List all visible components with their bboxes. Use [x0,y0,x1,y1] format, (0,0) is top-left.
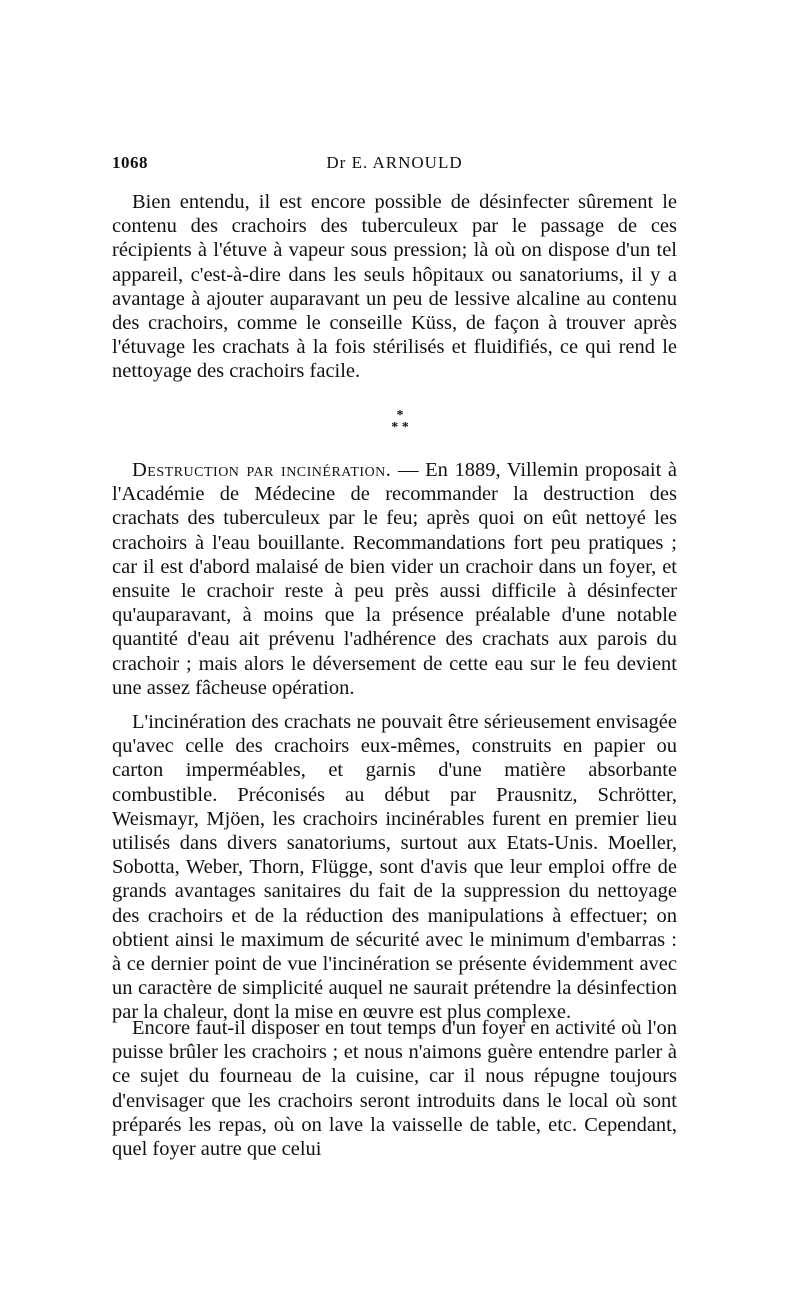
paragraph-foyer [112,1016,677,1161]
paragraph-incineration-intro [112,458,677,700]
asterism-top: * [396,408,404,423]
section-asterism [370,410,430,450]
paragraph-text [112,458,677,700]
page-header [112,153,677,181]
paragraph-text: Encore faut-il disposer en tout temps d'un foyer en activité où l'on puisse brûler les crachoirs ; et nous n'aimons guère entendre parler à ce sujet du fourneau de la cuisine, car il nous répugne toujours d'envisager que les crachoirs seront introduits dans le local où sont préparés les repas, où on lave la vaisselle de table, etc. Cependant, quel foyer autre que celui [112,1017,677,1161]
asterism-bottom: * * [391,420,409,435]
paragraph-text: Bien entendu, il est encore possible de désinfecter sûrement le contenu des crachoirs des tuberculeux par le passage de ces récipients à l'étuve à vapeur sous pression; là où on dispose d'un tel appareil, c'est-à-dire dans les seuls hôpitaux ou sanatoriums, il y a avantage à ajouter auparavant un peu de lessive alcaline au contenu des crachoirs, comme le conseille Küss, de façon à trouver après l'étuvage les crachats à la fois stérilisés et fluidifiés, ce qui rend le nettoyage des crachoirs facile. [112,191,677,383]
paragraph-incineration-crachoirs [112,710,677,1025]
section-heading: Destruction par incinération. [132,459,392,481]
page-number: 1068 [112,153,148,172]
paragraph-sterilization [112,190,677,384]
paragraph-body: — En 1889, Villemin proposait à l'Académie de Médecine de recommander la destruction des crachats des tuberculeux par le feu; après quoi on eût nettoyé les crachoirs à l'eau bouillante. Recommandations fort peu pratiques ; car il est d'abord malaisé de bien vider un crachoir dans un foyer, et ensuite le crachoir reste à peu près aussi difficile à désinfecter qu'auparavant, à moins que la présence préalable d'une notable quantité d'eau ait prévenu l'adhérence des crachats aux parois du crachoir ; mais alors le déversement de cette eau sur le feu devient une assez fâcheuse opération. [112,459,677,699]
paragraph-text: L'incinération des crachats ne pouvait être sérieusement envisagée qu'avec celle des crachoirs eux-mêmes, construits en papier ou carton imperméables, et garnis d'une matière absorbante combustible. Préconisés au début par Prausnitz, Schrötter, Weismayr, Mjöen, les crachoirs incinérables furent en premier lieu utilisés dans divers sanatoriums, surtout aux Etats-Unis. Moeller, Sobotta, Weber, Thorn, Flügge, sont d'avis que leur emploi offre de grands avantages sanitaires du fait de la suppression du nettoyage des crachoirs et de la réduction des manipulations à effectuer; on obtient ainsi le maximum de sécurité avec le minimum d'embarras : à ce dernier point de vue l'incinération se présente évidemment avec un caractère de simplicité auquel ne saurait prétendre la désinfection par la chaleur, dont la mise en œuvre est plus complexe. [112,711,677,1024]
running-head: Dr E. ARNOULD [326,153,463,172]
